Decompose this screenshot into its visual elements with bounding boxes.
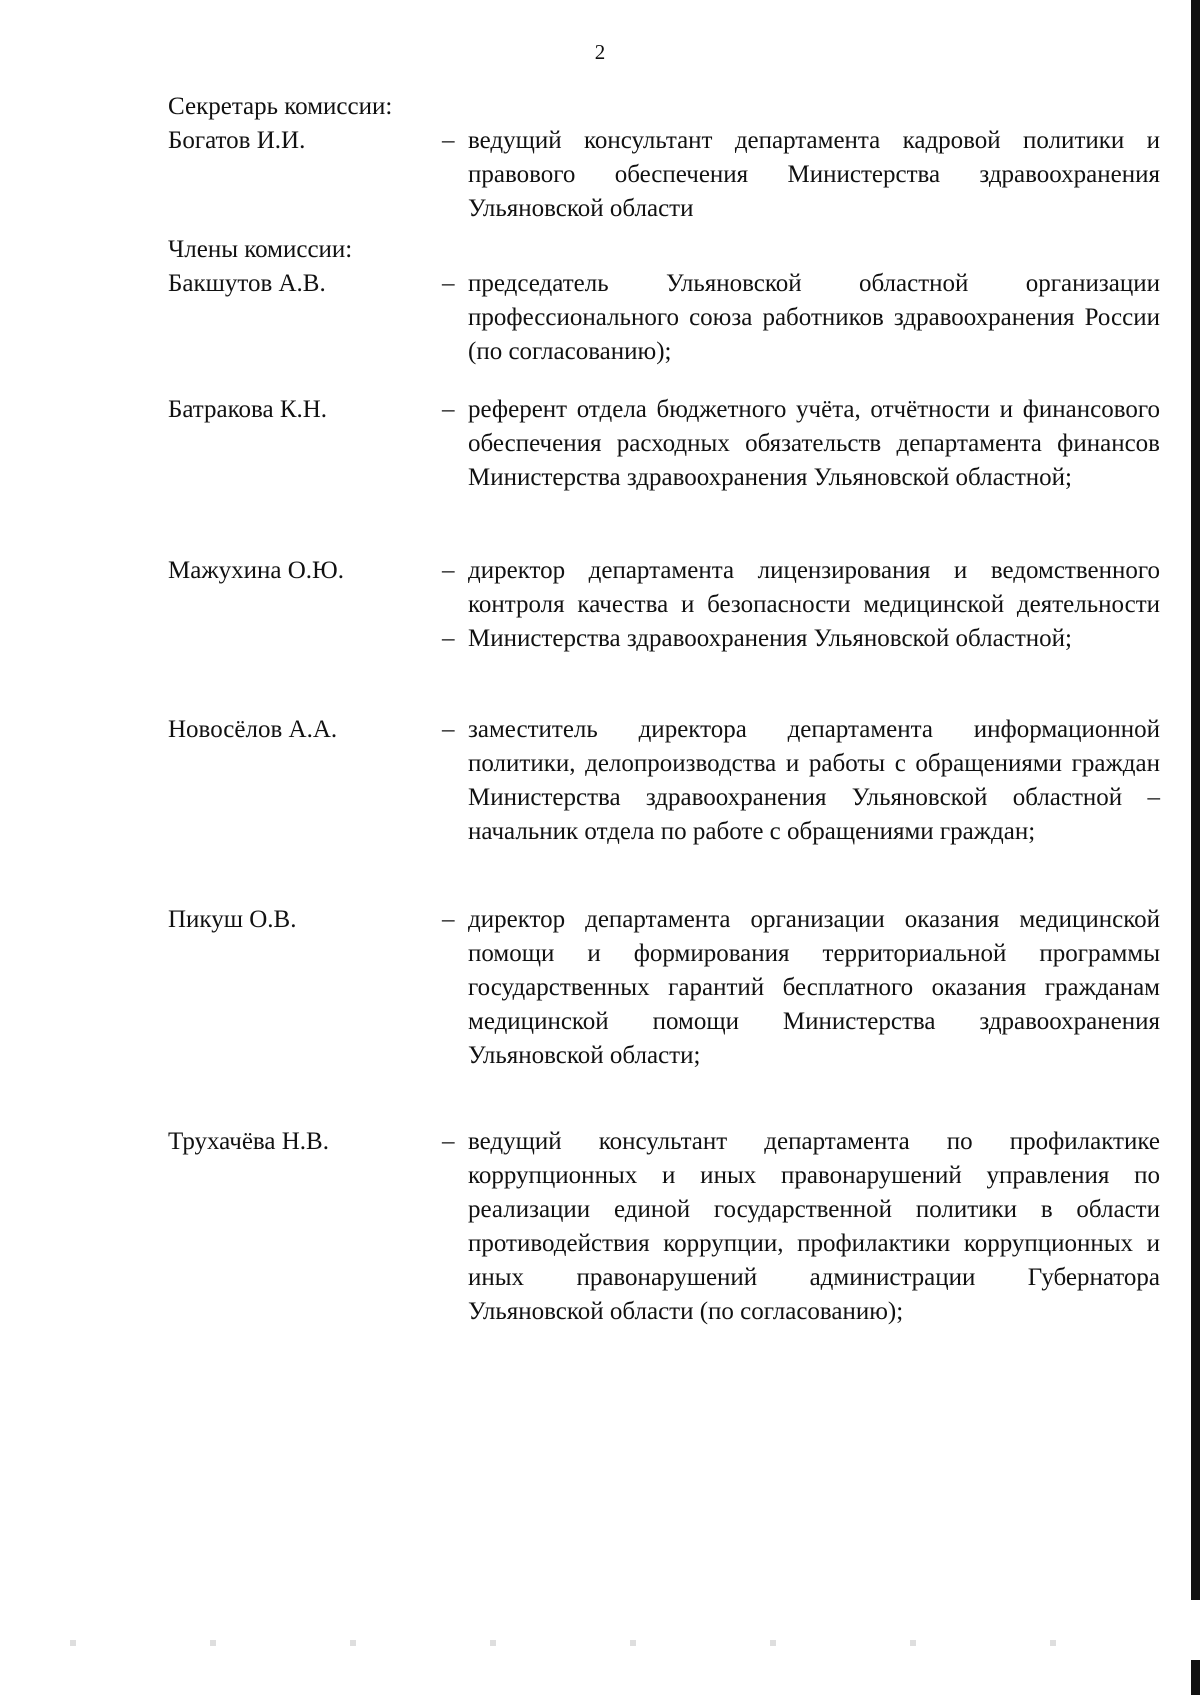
members-heading: Члены комиссии:: [168, 236, 353, 263]
entry-dash: –: [442, 270, 455, 297]
member-position: директор департамента организации оказания медицинской помощи и формирования территориальной программы государственных гарантий бесплатного оказания гражданам медицинской помощи Министерства здравоохранения Ульяновской области;: [468, 906, 1160, 1069]
member-name: Новосёлов А.А.: [168, 716, 338, 743]
member-position: заместитель директора департамента информационной политики, делопроизводства и работы с обращениями граждан Министерства здравоохранения Ульяновской областной – начальник отдела по работе с обращениями граждан;: [468, 716, 1160, 845]
member-name: Мажухина О.Ю.: [168, 557, 344, 584]
scan-edge-gap: [1191, 1600, 1200, 1660]
scan-noise: [0, 1640, 1190, 1646]
secretary-position: ведущий консультант департамента кадровой политики и правового обеспечения Министерства здравоохранения Ульяновской области: [468, 127, 1160, 222]
scan-edge-shadow: [1191, 0, 1200, 1695]
page-number: 2: [594, 40, 606, 64]
member-name: Бакшутов А.В.: [168, 270, 326, 297]
member-position: директор департамента лицензирования и ведомственного контроля качества и безопасности медицинской деятельности Министерства здравоохранения Ульяновской областной;: [468, 557, 1160, 652]
entry-dash: –: [442, 625, 455, 652]
secretary-name: Богатов И.И.: [168, 127, 306, 154]
member-position: председатель Ульяновской областной организации профессионального союза работников здравоохранения России (по согласованию);: [468, 270, 1160, 365]
entry-dash: –: [442, 716, 455, 743]
member-position: ведущий консультант департамента по профилактике коррупционных и иных правонарушений управления по реализации единой государственной политики в области противодействия коррупции, профилактики коррупционных и иных правонарушений администрации Губернатора Ульяновской области (по согласованию);: [468, 1128, 1160, 1325]
member-name: Батракова К.Н.: [168, 396, 328, 423]
entry-dash: –: [442, 1128, 455, 1155]
entry-dash: –: [442, 557, 455, 584]
secretary-heading: Секретарь комиссии:: [168, 93, 393, 120]
member-position: референт отдела бюджетного учёта, отчётности и финансового обеспечения расходных обязательств департамента финансов Министерства здравоохранения Ульяновской областной;: [468, 396, 1160, 491]
member-name: Трухачёва Н.В.: [168, 1128, 329, 1155]
entry-dash: –: [442, 906, 455, 933]
entry-dash: –: [442, 127, 455, 154]
entry-dash: –: [442, 396, 455, 423]
member-name: Пикуш О.В.: [168, 906, 297, 933]
